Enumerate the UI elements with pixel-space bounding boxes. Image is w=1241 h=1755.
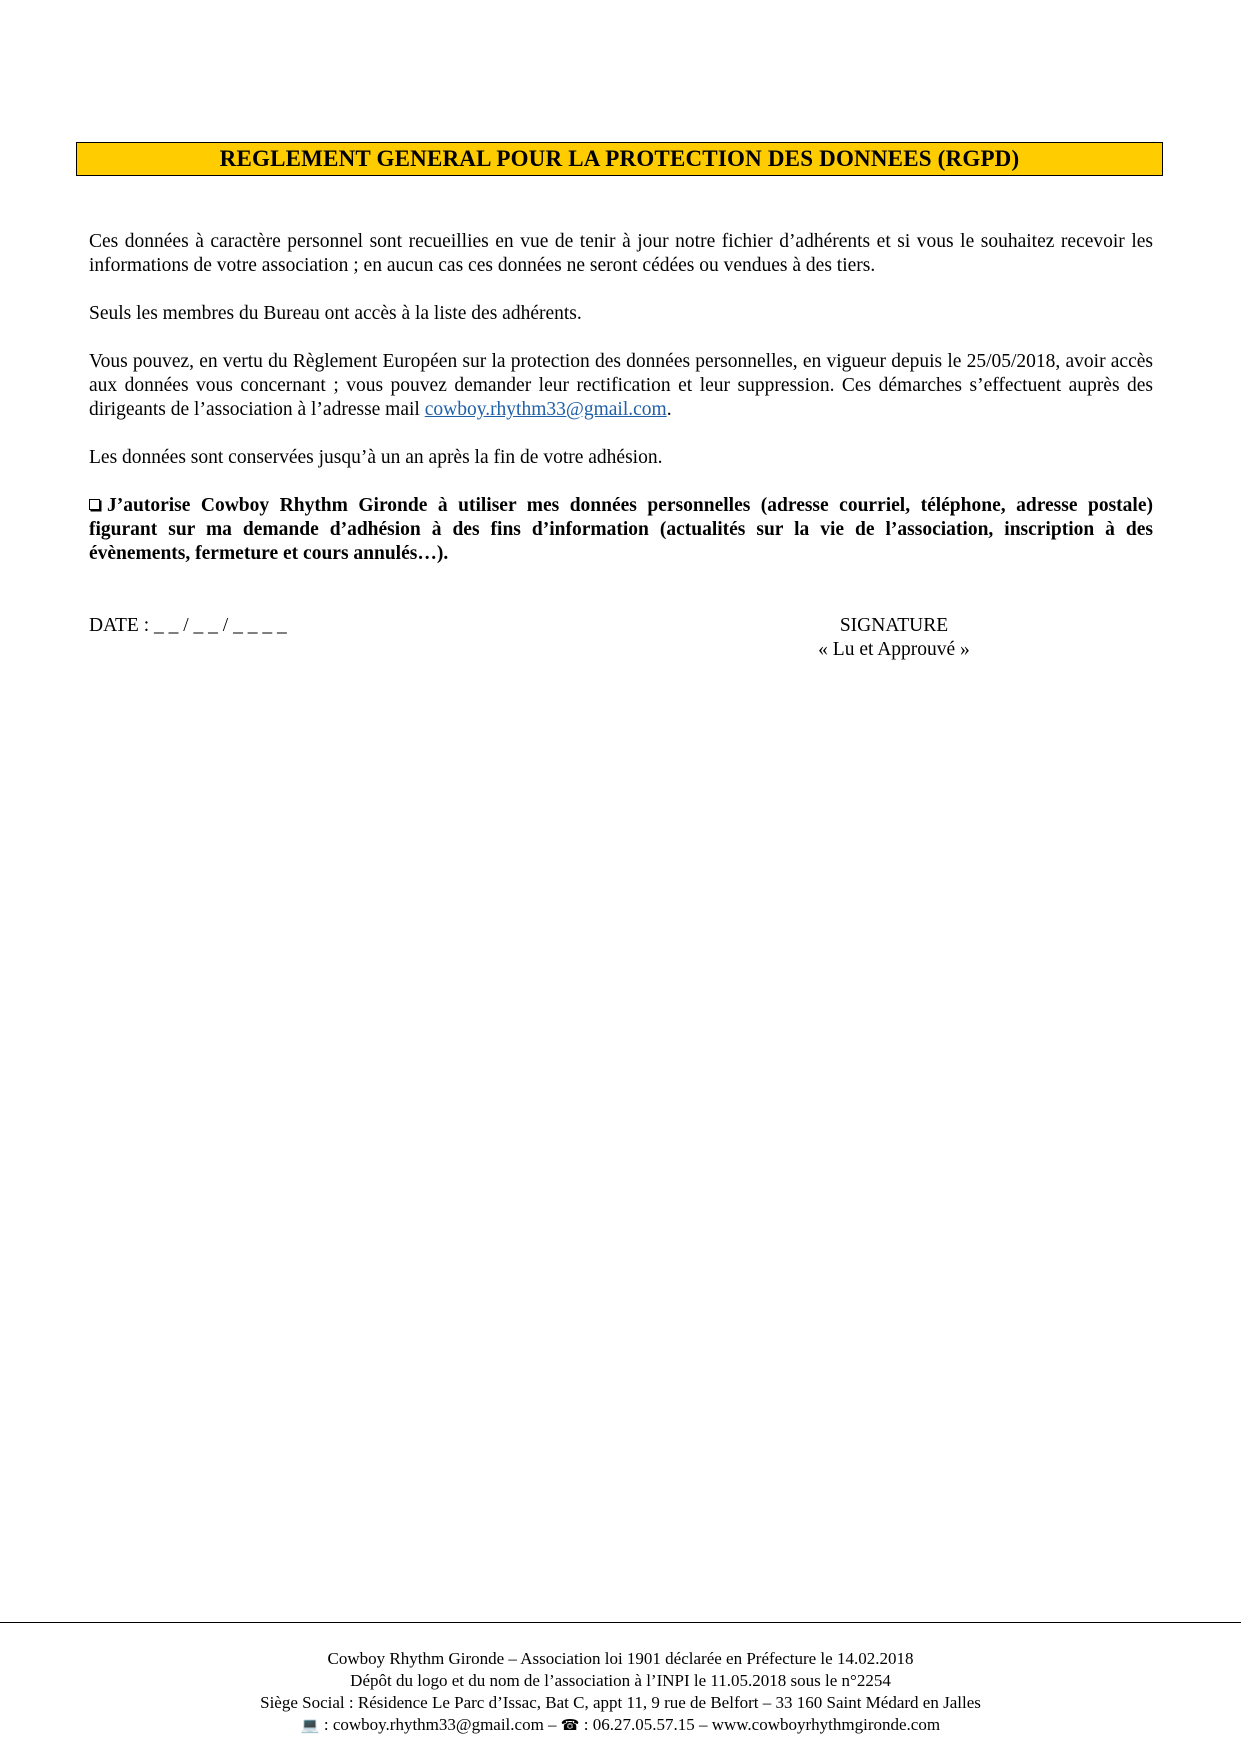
paragraph-rights-text: Vous pouvez, en vertu du Règlement Européen sur la protection des données personnelles, en vigueur depuis le 25/05/2018, avoir accès aux données vous concernant ; vous pouvez demander leur rectification et leur suppression. Ces démarches s’effectuent auprès des dirigeants de l’association à l’adresse mail <box>89 351 1153 420</box>
page-title: REGLEMENT GENERAL POUR LA PROTECTION DES DONNEES (RGPD) <box>76 142 1163 176</box>
phone-icon: ☎ <box>560 1716 580 1734</box>
paragraph-rights-end: . <box>666 399 672 420</box>
signature-label: SIGNATURE <box>839 615 949 636</box>
paragraph-retention: Les données sont conservées jusqu’à un an après la fin de votre adhésion. <box>89 447 663 468</box>
footer-line-contact <box>0 1714 1241 1736</box>
footer <box>0 1648 1241 1736</box>
paragraph-data-collection: Ces données à caractère personnel sont recueillies en vue de tenir à jour notre fichier d’adhérents et si vous le souhaitez recevoir les informations de votre association ; en aucun cas ces données ne seront cédées ou vendues à des tiers. <box>89 231 1153 276</box>
date-field: DATE : _ _ / _ _ / _ _ _ _ <box>89 615 287 636</box>
paragraph-access: Seuls les membres du Bureau ont accès à la liste des adhérents. <box>89 303 582 324</box>
signature-note: « Lu et Approuvé » <box>818 639 970 660</box>
computer-icon: 💻 <box>300 1716 320 1734</box>
footer-line-address: Siège Social : Résidence Le Parc d’Issac, Bat C, appt 11, 9 rue de Belfort – 33 160 Saint Médard en Jalles <box>260 1693 981 1712</box>
paragraph-rights <box>89 350 1153 422</box>
footer-line-inpi: Dépôt du logo et du nom de l’association à l’INPI le 11.05.2018 sous le n°2254 <box>350 1671 891 1690</box>
signature-block <box>719 614 1069 662</box>
checkbox-icon[interactable] <box>89 499 100 510</box>
consent-statement <box>89 494 1153 566</box>
contact-email-link[interactable]: cowboy.rhythm33@gmail.com <box>424 399 667 420</box>
consent-text: J’autorise Cowboy Rhythm Gironde à utiliser mes données personnelles (adresse courriel, téléphone, adresse postale) figurant sur ma demande d’adhésion à des fins d’information (actualités sur la vie de l’association, inscription à des évènements, fermeture et cours annulés…). <box>89 495 1153 564</box>
footer-phone-web: : 06.27.05.57.15 – www.cowboyrhythmgironde.com <box>579 1715 941 1734</box>
footer-line-association: Cowboy Rhythm Gironde – Association loi 1901 déclarée en Préfecture le 14.02.2018 <box>327 1649 914 1668</box>
footer-email: : cowboy.rhythm33@gmail.com – <box>319 1715 561 1734</box>
document-body <box>89 230 1153 590</box>
footer-divider <box>0 1622 1241 1623</box>
